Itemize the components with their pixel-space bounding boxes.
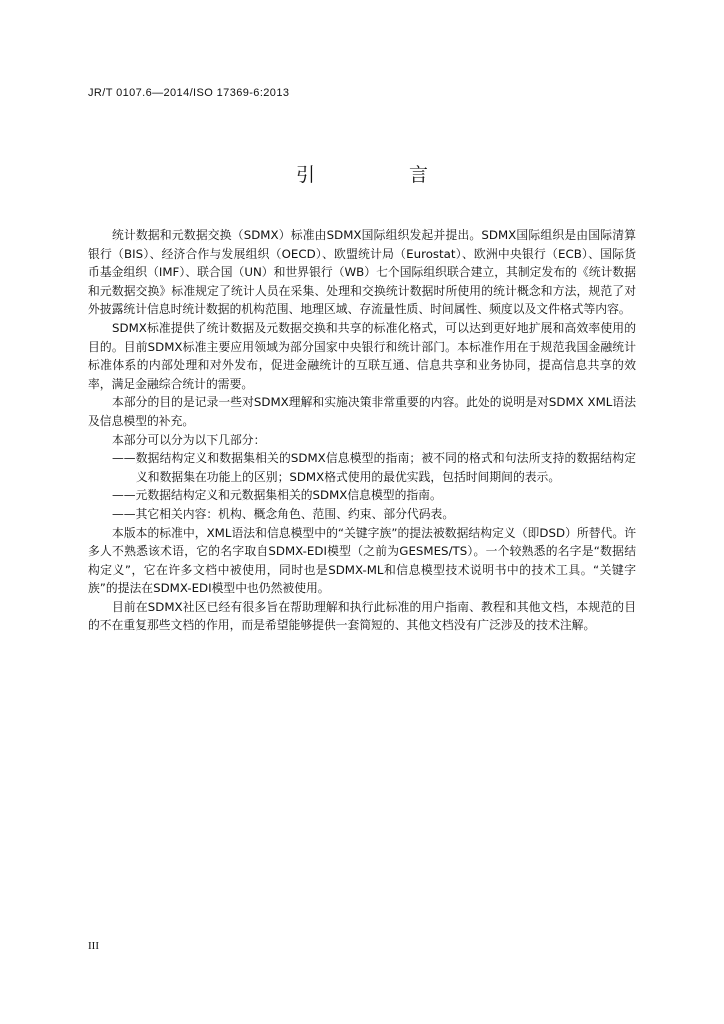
list-item-other-content: ——其它相关内容：机构、概念角色、范围、约束、部分代码表。	[112, 506, 455, 521]
standard-code: JR/T 0107.6—2014/ISO 17369-6:2013	[88, 87, 290, 99]
paragraph-part-structure: 本部分可以分为以下几部分：	[112, 432, 266, 447]
list-item-data-structure: ——数据结构定义和数据集相关的SDMX信息模型的指南；被不同的格式和句法所支持的数据结构定义和数据集在功能上的区别；SDMX格式使用的最优实践，包括时间期间的表示。	[112, 451, 636, 484]
page-number: III	[88, 940, 99, 952]
paragraph-sdmx-origin: 统计数据和元数据交换（SDMX）标准由SDMX国际组织发起并提出。SDMX国际组织是由国际清算银行（BIS）、经济合作与发展组织（OECD）、欧盟统计局（Eurostat）、欧洲中央银行（ECB）、国际货币基金组织（IMF）、联合国（UN）和世界银行（WB）七个国际组织联合建立，其制定发布的《统计数据和元数据交换》标准规定了统计人员在采集、处理和交换统计数据时所使用的统计概念和方法，规范了对外披露统计信息时统计数据的机构范围、地理区域、存流量性质、时间属性、频度以及文件格式等内容。	[88, 228, 636, 317]
list-item-metadata-structure: ——元数据结构定义和元数据集相关的SDMX信息模型的指南。	[112, 488, 442, 503]
paragraph-existing-docs: 目前在SDMX社区已经有很多旨在帮助理解和执行此标准的用户指南、教程和其他文档，本规范的目的不在重复那些文档的作用，而是希望能够提供一套简短的、其他文档没有广泛涉及的技术注解。	[88, 599, 636, 633]
body-text	[88, 226, 636, 635]
page-title: 引 言	[295, 164, 473, 186]
paragraph-sdmx-purpose: SDMX标准提供了统计数据及元数据交换和共享的标准化格式，可以达到更好地扩展和高效率使用的目的。目前SDMX标准主要应用领域为部分国家中央银行和统计部门。本标准作用在于规范我国金融统计标准体系的内部处理和对外发布，促进金融统计的互联互通、信息共享和业务协同，提高信息共享的效率，满足金融综合统计的需要。	[88, 320, 636, 391]
paragraph-part-goal: 本部分的目的是记录一些对SDMX理解和实施决策非常重要的内容。此处的说明是对SDMX XML语法及信息模型的补充。	[88, 395, 636, 428]
paragraph-key-family: 本版本的标准中，XML语法和信息模型中的“关键字族”的提法被数据结构定义（即DSD）所替代。许多人不熟悉该术语，它的名字取自SDMX-EDI模型（之前为GESMES/TS）。一个较熟悉的名字是“数据结构定义”，它在许多文档中被使用，同时也是SDMX-ML和信息模型技术说明书中的技术工具。“关键字族”的提法在SDMX-EDI模型中也仍然被使用。	[88, 525, 636, 596]
